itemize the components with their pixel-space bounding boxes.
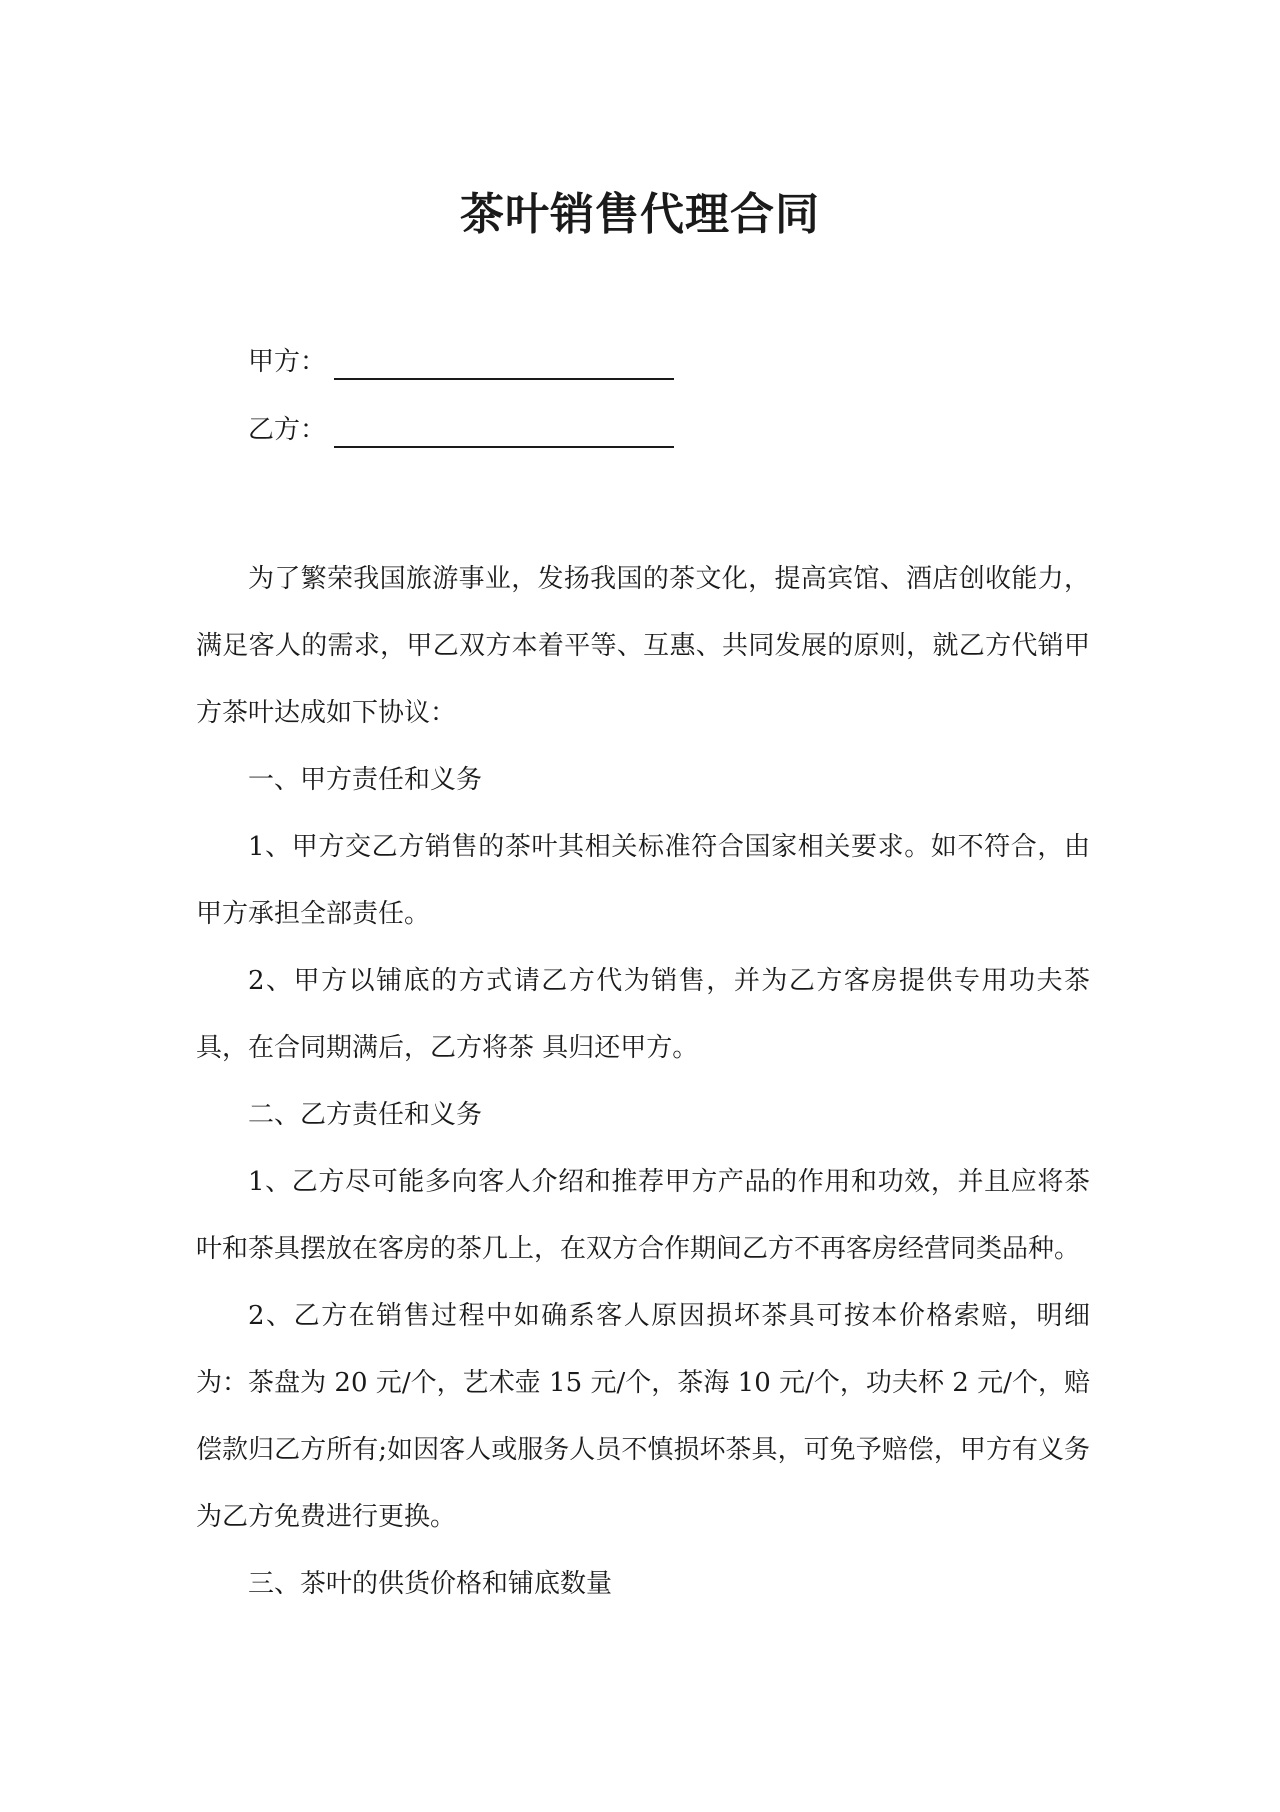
clause-paragraph: 1、甲方交乙方销售的茶叶其相关标准符合国家相关要求。如不符合，由甲方承担全部责任。: [196, 832, 1090, 929]
preamble-paragraph: 为了繁荣我国旅游事业，发扬我国的茶文化，提高宾馆、酒店创收能力，满足客人的需求，甲乙双方本着平等、互惠、共同发展的原则，就乙方代销甲方茶叶达成如下协议：: [196, 564, 1090, 728]
document-title: 茶叶销售代理合同: [460, 189, 820, 240]
party-a-line: [248, 344, 674, 380]
clause-paragraph: 2、甲方以铺底的方式请乙方代为销售，并为乙方客房提供专用功夫茶具，在合同期满后，乙方将茶 具归还甲方。: [196, 966, 1090, 1063]
party-a-label: 甲方：: [248, 347, 327, 377]
party-b-blank[interactable]: [334, 416, 674, 448]
clause-paragraph: 1、乙方尽可能多向客人介绍和推荐甲方产品的作用和功效，并且应将茶叶和茶具摆放在客房的茶几上，在双方合作期间乙方不再客房经营同类品种。: [196, 1167, 1090, 1264]
party-b-line: [248, 412, 674, 448]
section-heading-party-a-duties: 一、甲方责任和义务: [248, 765, 483, 795]
party-a-blank[interactable]: [334, 348, 674, 380]
section-heading-pricing: 三、茶叶的供货价格和铺底数量: [248, 1569, 613, 1599]
section-heading-party-b-duties: 二、乙方责任和义务: [248, 1100, 483, 1130]
clause-paragraph: 2、乙方在销售过程中如确系客人原因损坏茶具可按本价格索赔，明细为：茶盘为 20 元/个，艺术壶 15 元/个，茶海 10 元/个，功夫杯 2 元/个，赔偿款归乙方所有;如因客人或服务人员不慎损坏茶具，可免予赔偿，甲方有义务为乙方免费进行更换。: [196, 1301, 1090, 1532]
party-b-label: 乙方：: [248, 415, 327, 445]
contract-body: [196, 546, 1090, 1618]
